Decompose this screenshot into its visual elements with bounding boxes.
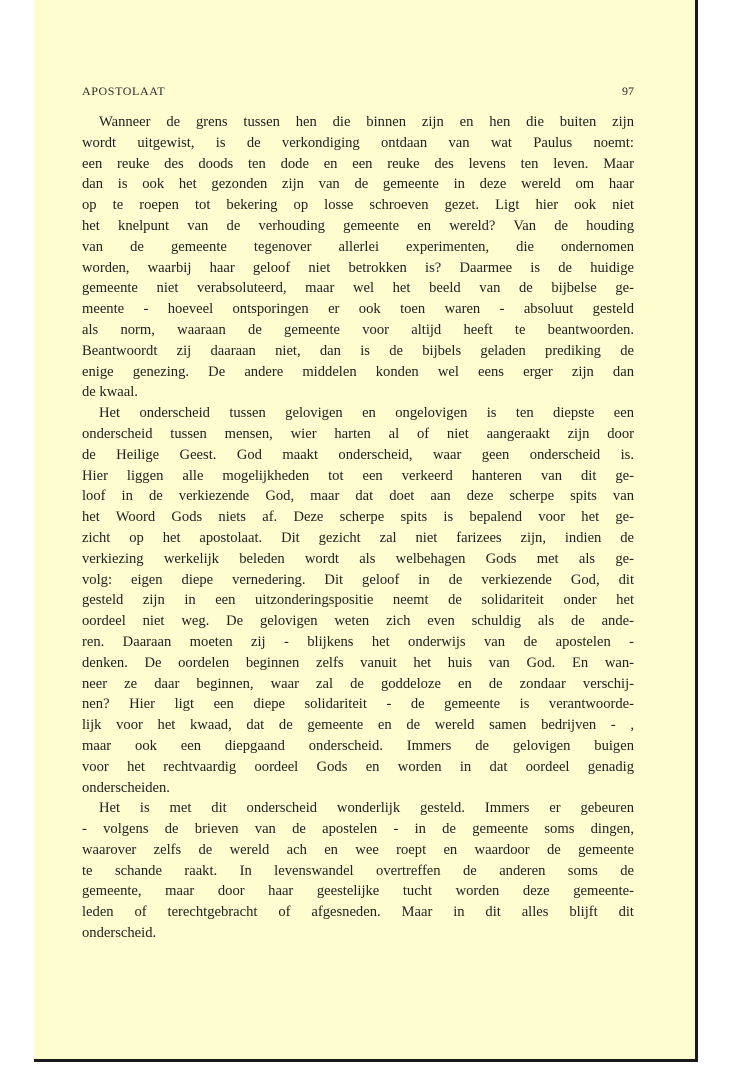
text-line: op te roepen tot bekering op losse schroeven gezet. Ligt hier ook niet [82, 197, 634, 214]
text-line: gesteld zijn in een uitzonderingspositie neemt de solidariteit onder het [82, 592, 634, 609]
text-line: de Heilige Geest. God maakt onderscheid, waar geen onderscheid is. [82, 446, 634, 463]
text-line: worden, waarbij haar geloof niet betrokken is? Daarmee is de huidige [82, 259, 634, 276]
text-line: denken. De oordelen beginnen zelfs vanuit het huis van God. En wan- [82, 654, 634, 671]
text-line: voor het rechtvaardig oordeel Gods en worden in dat oordeel genadig [82, 758, 634, 775]
text-line: zicht op het apostolaat. Dit gezicht zal niet farizees zijn, indien de [82, 529, 634, 546]
text-line: gemeente niet verabsoluteerd, maar wel het beeld van de bijbelse ge- [82, 280, 634, 297]
paragraph [82, 403, 634, 798]
text-line: Beantwoordt zij daaraan niet, dan is de bijbels geladen prediking de [82, 342, 634, 359]
text-line: het knelpunt van de verhouding gemeente en wereld? Van de houding [82, 217, 634, 234]
text-line: oordeel niet weg. De gelovigen weten zich even schuldig als de ande- [82, 613, 634, 630]
text-line: Het is met dit onderscheid wonderlijk gesteld. Immers er gebeuren [99, 800, 634, 817]
text-line: Het onderscheid tussen gelovigen en ongelovigen is ten diepste een [99, 405, 634, 422]
text-line: Hier liggen alle mogelijkheden tot een verkeerd hanteren van dit ge- [82, 467, 634, 484]
text-line: leden of terechtgebracht of afgesneden. Maar in dit alles blijft dit [82, 904, 634, 921]
text-line: gemeente, maar door haar geestelijke tucht worden deze gemeente- [82, 883, 634, 900]
text-line: waarover zelfs de wereld ach en wee roept en waardoor de gemeente [82, 841, 634, 858]
text-line: als norm, waaraan de gemeente voor altijd heeft te beantwoorden. [82, 321, 634, 338]
text-line: onderscheid. [82, 925, 157, 942]
text-line: volg: eigen diepe vernedering. Dit geloof in de verkiezende God, dit [82, 571, 634, 588]
text-line: nen? Hier ligt een diepe solidariteit - de gemeente is verantwoorde- [82, 696, 634, 713]
page-number: 97 [622, 84, 634, 98]
text-line: onderscheiden. [82, 779, 170, 796]
text-line: - volgens de brieven van de apostelen - in de gemeente soms dingen, [82, 821, 634, 838]
paragraph [82, 112, 634, 403]
text-line: dan is ook het gezonden zijn van de gemeente in deze wereld om haar [82, 176, 634, 193]
text-line: lijk voor het kwaad, dat de gemeente en de wereld samen bedrijven - , [82, 717, 634, 734]
text-line: Wanneer de grens tussen hen die binnen zijn en hen die buiten zijn [99, 114, 634, 130]
text-line: loof in de verkiezende God, maar dat doet aan deze scherpe spits van [82, 488, 634, 505]
text-line: neer ze daar beginnen, waar zal de goddeloze en de zondaar verschij- [82, 675, 634, 692]
text-line: onderscheid tussen mensen, wier harten al of niet aangeraakt zijn door [82, 425, 634, 442]
text-line: enige genezing. De andere middelen konden wel eens erger zijn dan [82, 363, 634, 380]
text-line: verkiezing werkelijk beleden wordt als welbehagen Gods met als ge- [82, 550, 634, 567]
text-line: een reuke des doods ten dode en een reuke des levens ten leven. Maar [82, 155, 634, 172]
text-line: meente - hoeveel ontsporingen er ook toen waren - absoluut gesteld [82, 301, 634, 318]
text-line: van de gemeente tegenover allerlei experimenten, die ondernomen [82, 238, 634, 255]
running-title: APOSTOLAAT [82, 84, 166, 98]
text-line: de kwaal. [82, 384, 138, 401]
running-header [82, 84, 634, 99]
body-text [82, 112, 634, 944]
text-line: maar ook een diepgaand onderscheid. Immers de gelovigen buigen [82, 737, 634, 754]
text-line: te schande raakt. In levenswandel overtreffen de anderen soms de [82, 862, 634, 879]
book-page [34, 0, 698, 1062]
paragraph [82, 798, 634, 944]
text-line: wordt uitgewist, is de verkondiging ontdaan van wat Paulus noemt: [82, 134, 634, 151]
text-line: het Woord Gods niets af. Deze scherpe spits is bepalend voor het ge- [82, 509, 634, 526]
text-line: ren. Daaraan moeten zij - blijkens het onderwijs van de apostelen - [82, 633, 634, 650]
